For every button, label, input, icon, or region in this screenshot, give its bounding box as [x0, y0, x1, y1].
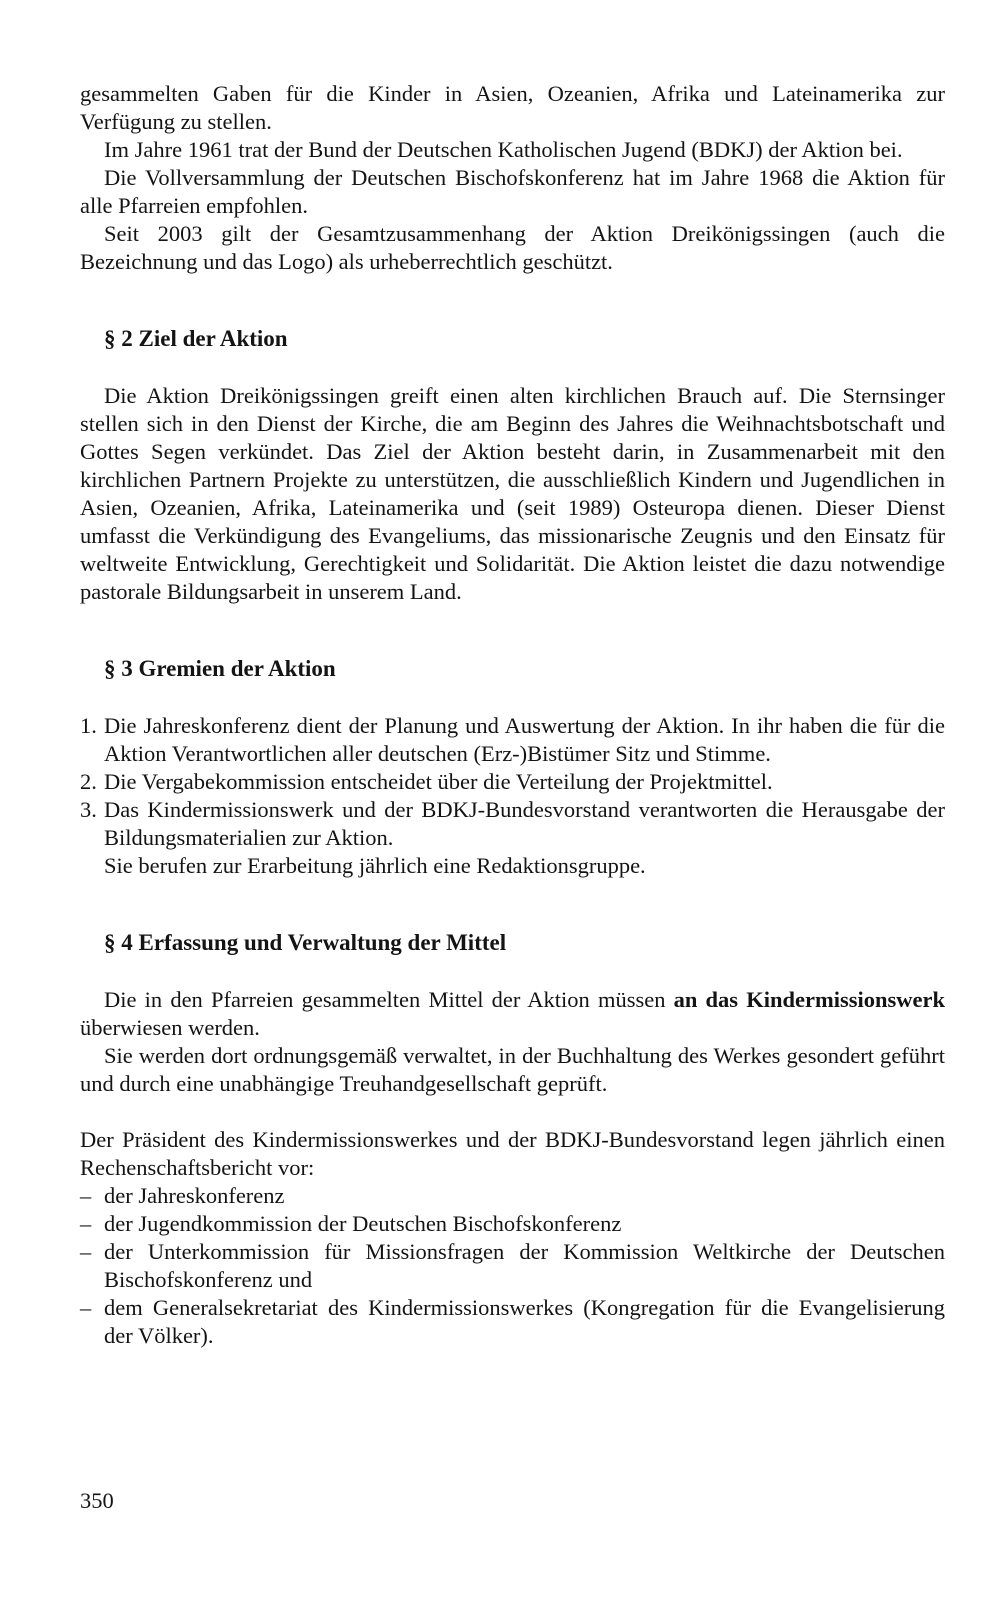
list-item	[80, 712, 945, 768]
list-item: – dem Generalsekretariat des Kindermissionswerkes (Kongregation für die Evangelisierung der Völker).	[80, 1294, 945, 1350]
list-item: – der Unterkommission für Missionsfragen der Kommission Weltkirche der Deutschen Bischofskonferenz und	[80, 1238, 945, 1294]
text-run: Die in den Pfarreien gesammelten Mittel der Aktion müssen	[104, 987, 674, 1012]
spacer	[80, 880, 945, 928]
list-item-number: 3.	[80, 797, 97, 822]
section-4-paragraph-2: Sie werden dort ordnungsgemäß verwaltet, in der Buchhaltung des Werkes gesondert geführt und durch eine unabhängige Treuhandgesellschaft geprüft.	[80, 1043, 945, 1096]
section-3-heading: § 3 Gremien der Aktion	[104, 656, 336, 681]
list-item	[80, 796, 945, 880]
section-2-heading: § 2 Ziel der Aktion	[104, 326, 288, 351]
section-4-paragraph-1	[80, 986, 945, 1042]
list-item: – der Jugendkommission der Deutschen Bischofskonferenz	[80, 1210, 945, 1238]
list-item-text: Die Vergabekommission entscheidet über die Verteilung der Projektmittel.	[104, 769, 773, 794]
report-recipients-list	[80, 1182, 945, 1350]
text-run: überwiesen werden.	[80, 1015, 260, 1040]
page-body	[80, 80, 945, 1350]
section-4-heading: § 4 Erfassung und Verwaltung der Mittel	[104, 930, 507, 955]
section-4-paragraph-3: Der Präsident des Kindermissionswerkes und der BDKJ-Bundesvorstand legen jährlich einen Rechenschaftsbericht vor:	[80, 1127, 945, 1180]
spacer	[80, 354, 945, 382]
spacer	[80, 276, 945, 324]
section-2-paragraph: Die Aktion Dreikönigssingen greift einen alten kirchlichen Brauch auf. Die Sternsinger stellen sich in den Dienst der Kirche, die am Beginn des Jahres die Weihnachtsbotschaft und Gottes Segen verkündet. Das Ziel der Aktion besteht darin, in Zusammenarbeit mit den kirchlichen Partnern Projekte zu unterstützen, die ausschließlich Kindern und Jugendlichen in Asien, Ozeanien, Afrika, Lateinamerika und (seit 1989) Osteuropa dienen. Dieser Dienst umfasst die Verkündigung des Evangeliums, das missionarische Zeugnis und den Einsatz für weltweite Entwicklung, Gerechtigkeit und Solidarität. Die Aktion leistet die dazu notwendige pastorale Bildungsarbeit in unserem Land.	[80, 383, 945, 604]
spacer	[80, 606, 945, 654]
list-item: – der Jahreskonferenz	[80, 1182, 945, 1210]
spacer	[80, 684, 945, 712]
intro-paragraph-2: Im Jahre 1961 trat der Bund der Deutschen Katholischen Jugend (BDKJ) der Aktion bei.	[104, 137, 903, 162]
spacer	[80, 1098, 945, 1126]
gremien-list	[80, 712, 945, 880]
list-item-number: 1.	[80, 713, 97, 738]
emphasis-kindermissionswerk: an das Kindermissionswerk	[673, 987, 945, 1012]
intro-paragraph-1: gesammelten Gaben für die Kinder in Asien, Ozeanien, Afrika und Lateinamerika zur Verfügung zu stellen.	[80, 81, 945, 134]
list-item-text: Das Kindermissionswerk und der BDKJ-Bundesvorstand verantworten die Herausgabe der Bildungsmaterialien zur Aktion.	[104, 797, 945, 850]
intro-paragraph-3: Die Vollversammlung der Deutschen Bischofskonferenz hat im Jahre 1968 die Aktion für alle Pfarreien empfohlen.	[80, 165, 945, 218]
list-item-number: 2.	[80, 769, 97, 794]
list-item-text: Die Jahreskonferenz dient der Planung und Auswertung der Aktion. In ihr haben die für die Aktion Verantwortlichen aller deutschen (Erz-)Bistümer Sitz und Stimme.	[104, 713, 945, 766]
list-item	[80, 768, 945, 796]
spacer	[80, 958, 945, 986]
intro-paragraph-4: Seit 2003 gilt der Gesamtzusammenhang der Aktion Dreikönigssingen (auch die Bezeichnung und das Logo) als urheberrechtlich geschützt.	[80, 221, 945, 274]
page-number: 350	[80, 1488, 114, 1513]
list-item-text-continued: Sie berufen zur Erarbeitung jährlich eine Redaktionsgruppe.	[104, 853, 646, 878]
